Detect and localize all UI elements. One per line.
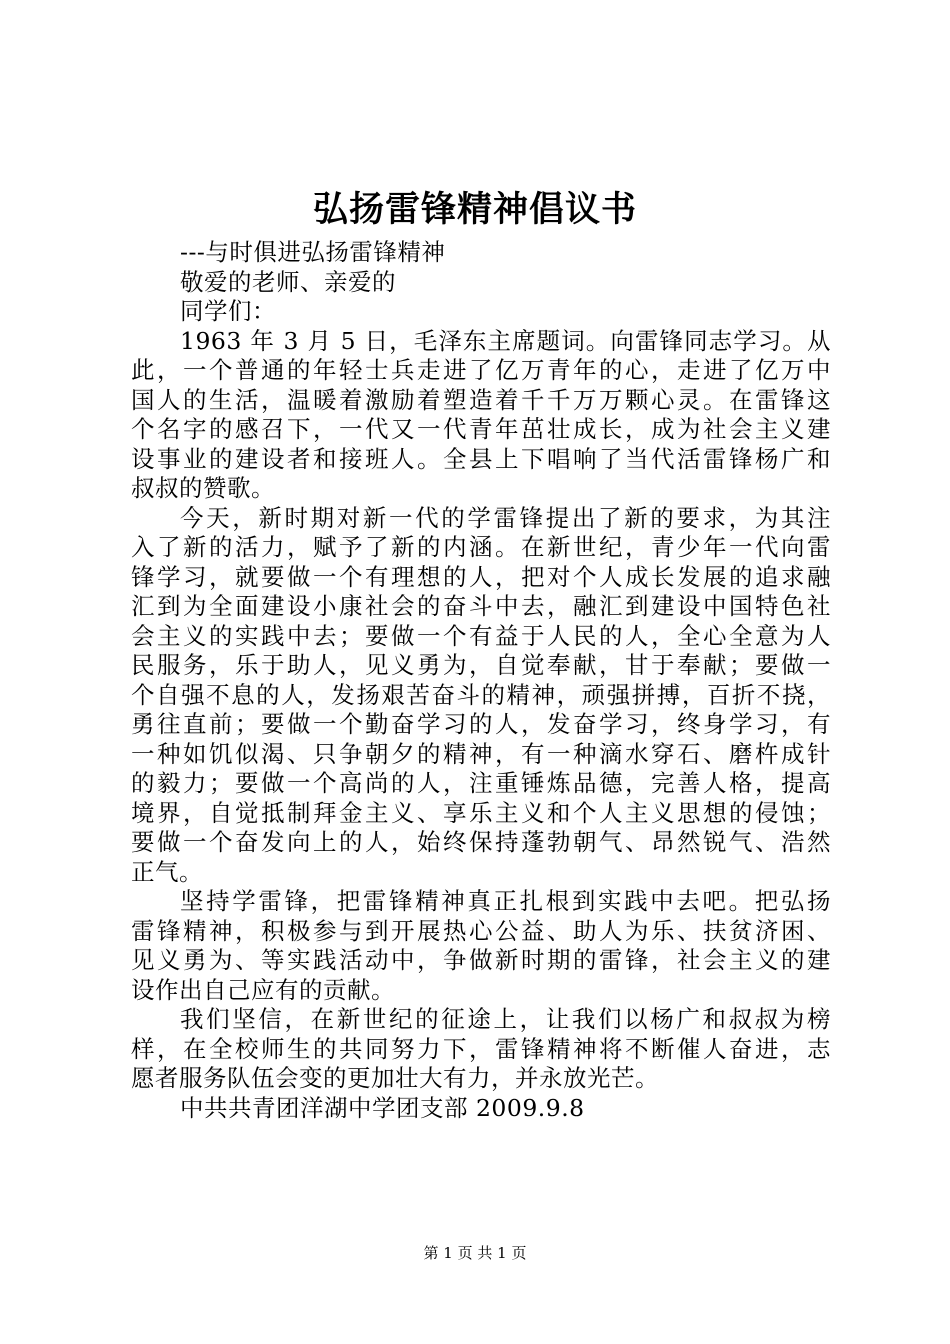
salutation-line: 敬爱的老师、亲爱的 <box>180 267 396 296</box>
page-number-footer: 第 1 页 共 1 页 <box>423 1244 527 1262</box>
paragraph-line: 民服务，乐于助人，见义勇为，自觉奉献，甘于奉献；要做一 <box>131 651 831 679</box>
paragraph-line: 我们坚信，在新世纪的征途上，让我们以杨广和叔叔为榜 <box>180 1005 831 1033</box>
paragraph-line: 1963 年 3 月 5 日，毛泽东主席题词。向雷锋同志学习。从 <box>180 326 831 355</box>
document-title: 弘扬雷锋精神倡议书 <box>312 189 637 230</box>
paragraph-line: 个名字的感召下，一代又一代青年茁壮成长，成为社会主义建 <box>131 415 831 443</box>
paragraph-line: 境界，自觉抵制拜金主义、享乐主义和个人主义思想的侵蚀； <box>131 798 831 827</box>
paragraph-line: 叔叔的赞歌。 <box>131 474 275 502</box>
paragraph-line: 设事业的建设者和接班人。全县上下唱响了当代活雷锋杨广和 <box>131 444 831 473</box>
paragraph-line: 一种如饥似渴、只争朝夕的精神，有一种滴水穿石、磨杵成针 <box>131 739 831 768</box>
paragraph-line: 汇到为全面建设小康社会的奋斗中去，融汇到建设中国特色社 <box>131 592 831 620</box>
paragraph <box>131 1005 831 1094</box>
paragraph-line: 今天，新时期对新一代的学雷锋提出了新的要求，为其注 <box>180 503 831 532</box>
paragraph-line: 雷锋精神，积极参与到开展热心公益、助人为乐、扶贫济困、 <box>131 916 831 945</box>
paragraph-line: 设作出自己应有的贡献。 <box>131 975 395 1004</box>
paragraph <box>131 504 831 888</box>
paragraph-line: 坚持学雷锋，把雷锋精神真正扎根到实践中去吧。把弘扬 <box>180 887 831 915</box>
paragraph-line: 样，在全校师生的共同努力下，雷锋精神将不断催人奋进，志 <box>131 1034 831 1063</box>
paragraph-line: 的毅力；要做一个高尚的人，注重锤炼品德，完善人格，提高 <box>131 769 831 797</box>
signature: 中共共青团洋湖中学团支部 2009.9.8 <box>180 1093 585 1122</box>
paragraph <box>131 327 831 504</box>
paragraph-line: 勇往直前；要做一个勤奋学习的人，发奋学习，终身学习，有 <box>131 710 831 738</box>
salutation-line: 同学们： <box>180 297 276 325</box>
document-subtitle: ---与时俱进弘扬雷锋精神 <box>180 238 446 266</box>
paragraph-line: 见义勇为、等实践活动中，争做新时期的雷锋，社会主义的建 <box>131 946 831 974</box>
paragraph-line: 国人的生活，温暖着激励着塑造着千千万万颗心灵。在雷锋这 <box>131 385 831 414</box>
paragraph-line: 个自强不息的人，发扬艰苦奋斗的精神，顽强拼搏，百折不挠， <box>131 680 831 709</box>
paragraph-line: 正气。 <box>131 857 203 886</box>
paragraph-line: 会主义的实践中去；要做一个有益于人民的人，全心全意为人 <box>131 621 831 650</box>
paragraph-line: 愿者服务队伍会变的更加壮大有力，并永放光芒。 <box>131 1064 659 1092</box>
paragraph <box>131 887 831 1005</box>
paragraph-line: 此，一个普通的年轻士兵走进了亿万青年的心，走进了亿万中 <box>131 356 831 384</box>
paragraph-line: 要做一个奋发向上的人，始终保持蓬勃朝气、昂然锐气、浩然 <box>131 828 831 856</box>
paragraph-line: 入了新的活力，赋予了新的内涵。在新世纪，青少年一代向雷 <box>131 533 831 561</box>
paragraph-line: 锋学习，就要做一个有理想的人，把对个人成长发展的追求融 <box>131 562 831 591</box>
document-body <box>131 238 831 1123</box>
